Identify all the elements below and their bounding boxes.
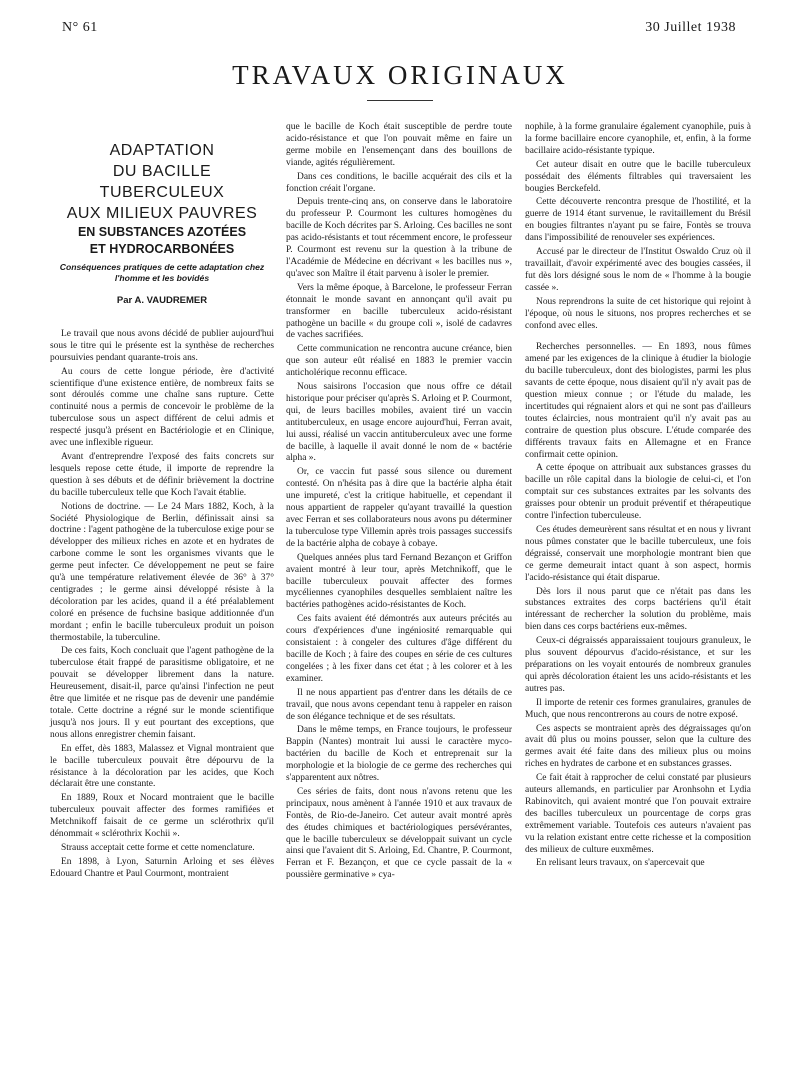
- paragraph: Au cours de cette longue période, ère d'activité scientifique d'une existence entière, de nombreux faits se sont déroulés comme une chaîne sans rupture. Cette continuité nous a permis de concevoir le problème de la tuberculose sous un aspect différent de celui admis et respecté jusqu'à présent en Bactériologie et en Clinique, avec une inflexible rigueur.: [50, 366, 274, 449]
- paragraph: Ces aspects se montraient après des dégraissages qu'on avait dû plus ou moins pousser, selon que la culture des germes avait été faite dans des milieux plus ou moins riches en hydrates de carbone et en substances grasses.: [525, 723, 751, 770]
- paragraph: Dès lors il nous parut que ce n'était pas dans les substances extraites des corps bactériens qu'il était intéressant de rechercher la solution du problème, mais bien dans ces corps bactériens eux-mêmes.: [525, 586, 751, 633]
- paragraph: Strauss acceptait cette forme et cette nomenclature.: [61, 842, 255, 853]
- paragraph: Ces séries de faits, dont nous n'avons retenu que les principaux, nous amènent à l'année 1910 et aux travaux de Fontès, de Rio-de-Janeiro. Cet auteur avait montré après des études chimiques et bactériologiques persévérantes, que le bacille tuberculeux se développait suivant un cycle ainsi que l'avaient dit S. Arloing, Ed. Chantre, P. Courmont, Ferran et F. Bezançon, et que ce cycle passait de la « poussière germinative » cya-: [286, 786, 512, 881]
- author-name: A. VAUDREMER: [134, 295, 208, 306]
- paragraph: Dans ces conditions, le bacille acquérait des cils et la fonction créait l'organe.: [286, 171, 512, 194]
- paragraph: Ceux-ci dégraissés apparaissaient toujours granuleux, le plus souvent dépourvus d'acido-résistance, et sur les préparations on les voyait entourés de nombreux granules qui après décoloration étaient les uns acido-résistants et les autres pas.: [525, 636, 751, 694]
- title-divider: [367, 100, 433, 101]
- paragraph: En effet, dès 1883, Malassez et Vignal montraient que le bacille tuberculeux pouvait être dépourvu de la résistance à la décoloration par les acides, que Koch déclarait être une constante.: [50, 743, 274, 790]
- paragraph: Le travail que nous avons décidé de publier aujourd'hui sous le titre qui le présente est la synthèse de recherches poursuivies pendant quarante-trois ans.: [50, 328, 274, 363]
- paragraph: Cette communication ne rencontra aucune créance, bien que son auteur eût réalisé en 1883 le premier vaccin anticholérique reconnu efficace.: [286, 344, 512, 379]
- paragraph: Cet auteur disait en outre que le bacille tuberculeux possédait des éléments filtrables qui traversaient les bougies Berckefeld.: [525, 159, 751, 194]
- paragraph: Il importe de retenir ces formes granulaires, granules de Much, que nous rencontrerons au cours de notre exposé.: [525, 697, 751, 720]
- article-title-line-2: DU BACILLE TUBERCULEUX: [99, 163, 225, 201]
- byline-prefix: Par: [116, 295, 135, 306]
- article-title-line-4: EN SUBSTANCES AZOTÉES: [77, 225, 247, 239]
- paragraph: nophile, à la forme granulaire également cyanophile, puis à la forme bacillaire encore cyanophile, et, enfin, à la forme bacillaire acido-résistante typique.: [525, 122, 751, 156]
- paragraph: De ces faits, Koch concluait que l'agent pathogène de la tuberculose était frappé de parasitisme obligatoire, et ne pouvait se développer librement dans la nature. Heureusement, disait-il, parce qu'ainsi l'infection ne peut être que limitée et ne risque pas de devenir une pandémie totale. Cette doctrine a régné sur le monde scientifique jusqu'à nos jours. Il y eut pourtant des exceptions, que nous allons enregistrer chemin faisant.: [50, 646, 274, 740]
- paragraph: Il ne nous appartient pas d'entrer dans les détails de ce travail, que nous avons cependant tenu à rappeler en raison de son élégance technique et de ses résultats.: [286, 687, 512, 722]
- column-1-body: [50, 329, 274, 881]
- paragraph: que le bacille de Koch était susceptible de perdre toute acido-résistance et que l'on pouvait même en faire un germe mobile en l'ensemençant dans des bouillons de viande, agités régulièrement.: [286, 122, 512, 168]
- paragraph: Ces études demeurèrent sans résultat et en nous y livrant nous pûmes constater que le bacille tuberculeux, une fois dégraissé, conservait une morphologie montrant bien que ce germe demeurait intact quant à son aspect, hormis l'acido-résistance qui était disparue.: [525, 525, 751, 583]
- column-3: [525, 122, 751, 872]
- section-title: TRAVAUX ORIGINAUX: [232, 60, 568, 90]
- article-title-line-3: AUX MILIEUX PAUVRES: [66, 205, 258, 222]
- paragraph: Depuis trente-cinq ans, on conserve dans le laboratoire du professeur P. Courmont les cultures homogènes du bacille de Koch décrites par S. Arloing. Ces bacilles ne sont pas acido-résistants et tout récemment encore, le professeur P. Courmont est revenu sur la question à la tribune de l'Académie de Médecine en décrivant « les bacilles nus », qu'avec son Maître il était parvenu à isoler le premier.: [286, 197, 512, 279]
- paragraph: En 1889, Roux et Nocard montraient que le bacille tuberculeux pouvait affecter des formes ramifiées et Metchnikoff faisait de ce germe un sclérothrix qu'il dénommait « sclérothrix Kochii ».: [50, 793, 274, 840]
- paragraph: Recherches personnelles. — En 1893, nous fûmes amené par les exigences de la clinique à étudier la biologie du bacille tuberculeux, dont des biologistes, parmi les plus savants de cette époque, nous disaient qu'il n'y avait pas de question mieux connue ; or l'étude du malade, les incertitudes qui régnaient alors et qui ne sont pas d'ailleurs toutes éclaircies, nous montraient qu'il n'y avait pas au contraire de question plus obscure. L'étude comparée des différents travaux faits en Allemagne et en France confirmait cette opinion.: [525, 342, 751, 460]
- paragraph: Ces faits avaient été démontrés aux auteurs précités au cours d'expériences d'une ingéniosité remarquable qui consistaient : à congeler des cultures d'âge différent du bacille de Koch ; à faire des coupes en série de ces cultures congelées ; à les fixer dans cet état ; à les colorer et à les examiner.: [286, 614, 512, 684]
- paragraph: Nous reprendrons la suite de cet historique qui rejoint à l'époque, où nous le situons, nos propres recherches et se confond avec elles.: [525, 296, 751, 331]
- paragraph: Vers la même époque, à Barcelone, le professeur Ferran étonnait le monde savant en annonçant qu'il avait pu transformer en bacille tuberculeux acido-résistant pathogène un bacille « du groupe coli », isolé de cadavres de vaches sacrifiées.: [286, 282, 512, 341]
- column-1: [50, 140, 274, 883]
- paragraph: A cette époque on attribuait aux substances grasses du bacille un rôle capital dans la biologie de celui-ci, et l'on comptait sur ces substances extraites par les solvants des graisses pour obtenir un produit préventif et thérapeutique contre l'infection tuberculeuse.: [525, 463, 751, 522]
- paragraph: Quelques années plus tard Fernand Bezançon et Griffon avaient montré à leur tour, après Metchnikoff, que le bacille tuberculeux pouvait affecter des formes mycéliennes cyanophiles desquelles semblaient naître les bactéries pathogènes acido-résistantes de Koch.: [286, 552, 512, 611]
- paragraph: Accusé par le directeur de l'Institut Oswaldo Cruz où il travaillait, d'avoir expérimenté avec des bougies cassées, il fut dès lors désigné sous le nom de « l'homme à la bougie cassée ».: [525, 247, 751, 293]
- paragraph: Nous saisirons l'occasion que nous offre ce détail historique pour préciser qu'après S. Arloing et P. Courmont, qui, de leurs bacilles mobiles, avaient tiré un vaccin antituberculeux, en usage encore aujourd'hui, Ferran avait, lui aussi, réalisé un vaccin antituberculeux avec une forme de bacille, à laquelle il avait donné le nom de « bactérie alpha ».: [286, 382, 512, 464]
- article-title-line-1: ADAPTATION: [109, 142, 215, 159]
- paragraph: Ce fait était à rapprocher de celui constaté par plusieurs auteurs allemands, en particulier par Aronhsohn et Lydia Rabinovitch, qui avaient montré que l'on pouvait extraire des bacilles tuberculeux un pourcentage de corps gras extrêmement variable. Toutefois ces auteurs n'avaient pas vu la relation existant entre cette richesse et la composition des milieux de culture euxmêmes.: [525, 773, 751, 855]
- byline: [50, 295, 274, 307]
- issue-date: 30 Juillet 1938: [645, 20, 736, 35]
- paragraph: En relisant leurs travaux, on s'apercevait que: [536, 858, 705, 869]
- paragraph: En 1898, à Lyon, Saturnin Arloing et ses élèves Edouard Chantre et Paul Courmont, montraient: [50, 856, 274, 879]
- column-2: [286, 122, 512, 884]
- paragraph: Cette découverte rencontra presque de l'hostilité, et la guerre de 1914 étant survenue, le ravitaillement du Brésil en bougies filtrantes n'ayant pu se faire, Fontès se trouva dans l'impossibilité de renouveler ses expériences.: [525, 197, 751, 244]
- paragraph: Avant d'entreprendre l'exposé des faits concrets sur lesquels repose cette étude, il importe de reprendre la question à ses débuts et de définir brièvement la doctrine du bacille tuberculeux telle que Koch l'avait établie.: [50, 451, 274, 498]
- article-subtitle: Conséquences pratiques de cette adaptation chez l'homme et les bovidés: [59, 262, 265, 283]
- paragraph: Notions de doctrine. — Le 24 Mars 1882, Koch, à la Société Physiologique de Berlin, définissait ainsi sa doctrine : l'agent pathogène de la tuberculose exige pour se développer des milieux riches en azote et en hydrates de carbone comme le sont les organismes vivants que le germe peut infecter. Ce développement ne peut se faire qu'à une température relativement élevée de 36° à 37° centigrades ; le germe ainsi développé résiste à la décoloration par les acides, quand il a été préalablement coloré en présence de fuchsine basique additionnée d'un mordant ; enfin le bacille tuberculeux produit un poison thermostabile, la tuberculine.: [50, 501, 274, 643]
- issue-number: N° 61: [62, 20, 98, 35]
- article-title-line-5: ET HYDROCARBONÉES: [89, 242, 235, 256]
- paragraph: Dans le même temps, en France toujours, le professeur Bappin (Nantes) montrait lui aussi le caractère myco-bactérien du bacille de Koch et entreprenait sur la morphologie et la biologie de ce germe des recherches qui s'apparentent aux nôtres.: [286, 725, 512, 784]
- paragraph: Or, ce vaccin fut passé sous silence ou durement contesté. On n'hésita pas à dire que la bactérie alpha était une impureté, c'est la critique habituelle, et cependant il nous appartient de rappeler qu'ayant travaillé la question avec Ferran et ses collaborateurs nous avons pu déterminer la tuberculose type Villemin après trois passages successifs de la bactérie alpha de cobaye à cobaye.: [286, 467, 512, 549]
